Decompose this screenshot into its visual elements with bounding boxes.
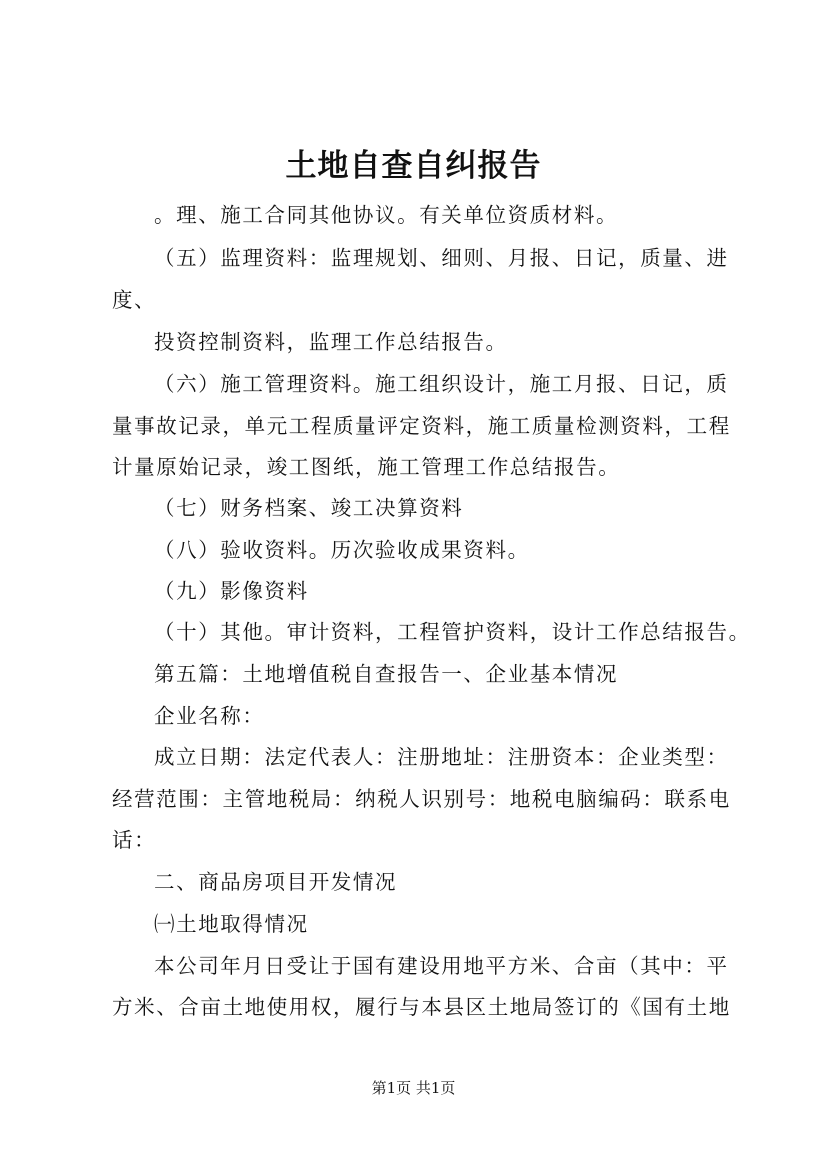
text-line: 二、商品房项目开发情况 [154, 870, 398, 894]
text-line: 第五篇：土地增值税自查报告一、企业基本情况 [154, 662, 619, 686]
text-line: （五）监理资料：监理规划、细则、月报、日记，质量、进 [154, 246, 729, 270]
text-line: （十）其他。审计资料，工程管护资料，设计工作总结报告。 [154, 620, 751, 644]
text-line: 度、 [112, 288, 157, 312]
text-line: 投资控制资料，监理工作总结报告。 [154, 330, 508, 354]
text-line: （七）财务档案、竣工决算资料 [154, 496, 464, 520]
text-line: 计量原始记录，竣工图纸，施工管理工作总结报告。 [112, 455, 621, 479]
text-line: 本公司年月日受让于国有建设用地平方米、合亩（其中：平 [154, 954, 729, 978]
text-line: 量事故记录，单元工程质量评定资料，施工质量检测资料，工程 [112, 414, 731, 438]
document-title: 土地自查自纠报告 [285, 148, 542, 184]
text-line: （九）影像资料 [154, 579, 309, 603]
text-line: （六）施工管理资料。施工组织设计，施工月报、日记，质 [154, 372, 729, 396]
text-line: 话： [112, 828, 157, 852]
text-line: （八）验收资料。历次验收成果资料。 [154, 538, 530, 562]
text-line: 经营范围：主管地税局：纳税人识别号：地税电脑编码：联系电 [112, 787, 731, 811]
text-line: ㈠土地取得情况 [154, 912, 309, 936]
text-line: 方米、合亩土地使用权，履行与本县区土地局签订的《国有土地 [112, 995, 731, 1019]
text-line: 企业名称： [154, 704, 265, 728]
text-line: 。理、施工合同其他协议。有关单位资质材料。 [154, 203, 619, 227]
page-footer: 第1页 共1页 [371, 1079, 456, 1097]
text-line: 成立日期：法定代表人：注册地址：注册资本：企业类型： [154, 745, 729, 769]
